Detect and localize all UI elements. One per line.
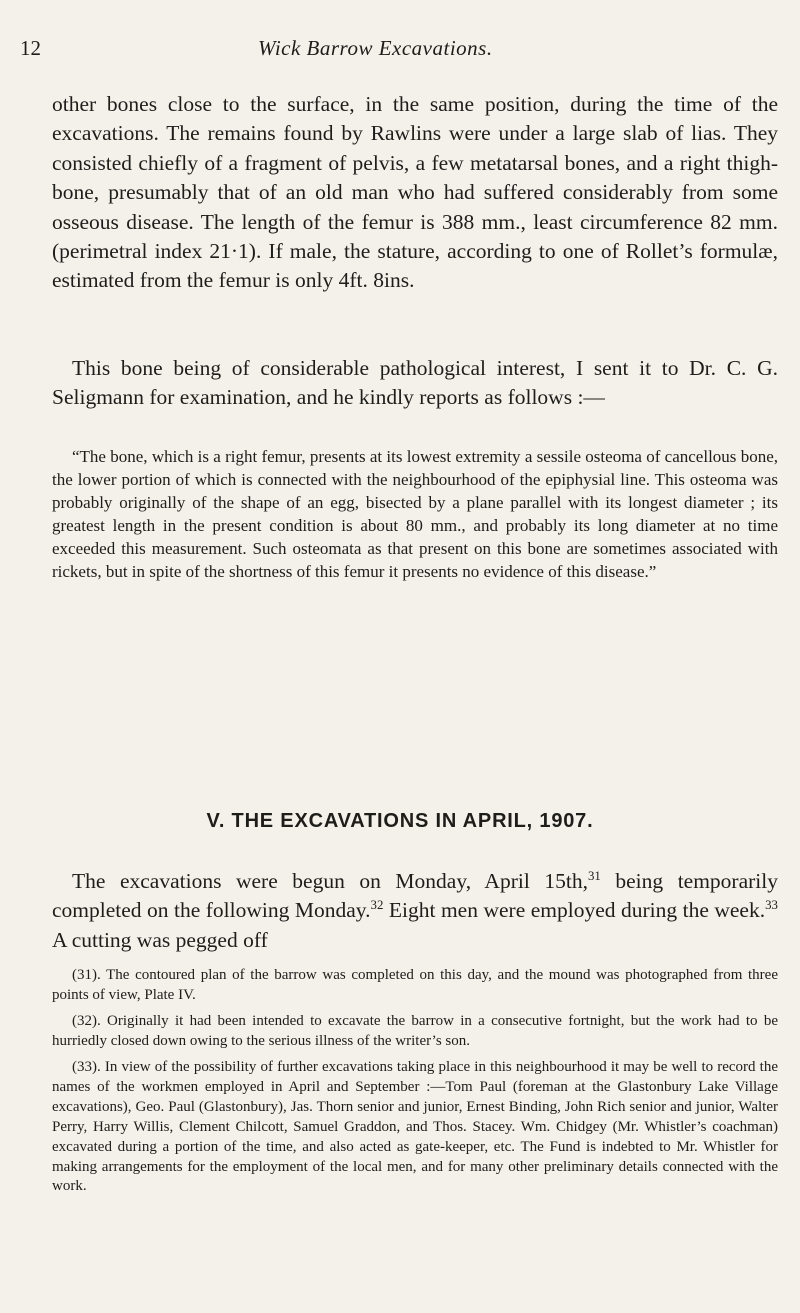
quoted-report: “The bone, which is a right femur, presents at its lowest extremity a sessile osteoma of cancellous bone, the lower portion of which is connected with the neighbourhood of the epiphysial line. This osteoma was probably originally of the shape of an egg, bisected by a plane parallel with its longest diameter ; its greatest length in the present condition is about 80 mm., and probably its long diameter at no time exceeded this measurement. Such osteomata as that present on this bone are sometimes associated with rickets, but in spite of the shortness of this femur it presents no evidence of this disease.” (52, 447, 778, 581)
section-text-2: being temporarily completed on the following Monday. (52, 869, 778, 923)
footnote-31: (31). The contoured plan of the barrow was completed on this day, and the mound was photographed from three points of view, Plate IV. (52, 967, 778, 1003)
section-text-3: Eight men were employed during the week. (383, 898, 766, 923)
footnote-ref-31[interactable]: 31 (587, 868, 601, 883)
body-paragraph-2: This bone being of considerable pathological interest, I sent it to Dr. C. G. Seligmann for examination, and he kindly reports as follows :— (52, 356, 778, 410)
section-text-1: The excavations were begun on Monday, April 15th, (72, 869, 588, 893)
page-number: 12 (20, 36, 41, 60)
running-title: Wick Barrow Excavations. (258, 36, 493, 60)
footnote-32: (32). Originally it had been intended to excavate the barrow in a consecutive fortnight, but the work had to be hurriedly closed down owing to the serious illness of the writer’s son. (52, 1013, 778, 1049)
section-text-4: A cutting was pegged off (52, 927, 268, 952)
body-paragraph-1: other bones close to the surface, in the same position, during the time of the excavations. The remains found by Rawlins were under a large slab of lias. They consisted chiefly of a fragment of pelvis, a few metatarsal bones, and a right thigh-bone, presumably that of an old man who had suffered considerably from some osseous disease. The length of the femur is 388 mm., least circumference 82 mm. (perimetral index 21·1). If male, the stature, according to one of Rollet’s formulæ, estimated from the femur is only 4ft. 8ins. (52, 92, 778, 293)
section-heading: V. THE EXCAVATIONS IN APRIL, 1907. (206, 810, 594, 832)
footnote-ref-32[interactable]: 32 (370, 898, 384, 913)
page-header (0, 36, 800, 76)
footnote-ref-33[interactable]: 33 (765, 898, 778, 913)
section-paragraph (52, 867, 778, 955)
footnote-33: (33). In view of the possibility of further excavations taking place in this neighbourhood it may be well to record the names of the workmen employed in April and September :—Tom Paul (foreman at the Glastonbury Lake Village excavations), Geo. Paul (Glastonbury), Jas. Thorn senior and junior, Ernest Binding, John Rich senior and junior, Walter Perry, Harry Willis, Clement Chilcott, Samuel Graddon, and Thos. Stacey. Wm. Chidgey (Mr. Whistler’s coachman) excavated during a portion of the time, and also acted as gate-keeper, etc. The Fund is indebted to Mr. Whistler for making arrangements for the employment of the local men, and for many other preliminary details connected with the work. (52, 1059, 778, 1195)
